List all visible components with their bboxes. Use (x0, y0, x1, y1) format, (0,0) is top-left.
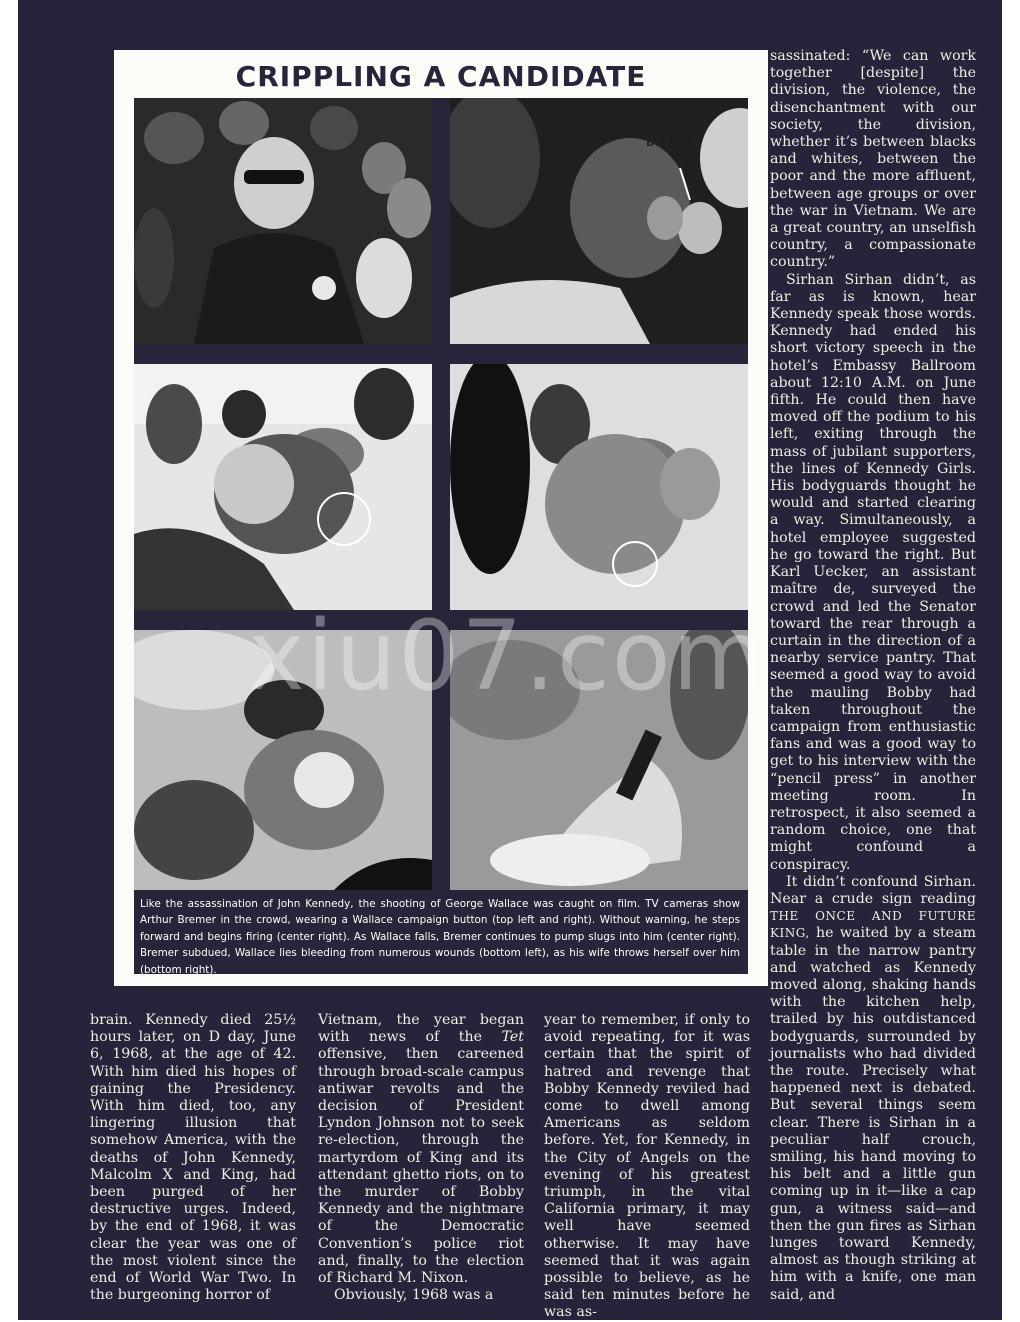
magazine-page (18, 0, 1002, 1320)
photo-shooting-right (450, 364, 748, 610)
photo-bremer-labeled (450, 98, 748, 344)
paragraph-3-lead: It didn’t confound Sirhan. Near a crude sign reading (770, 873, 976, 907)
watermark: xiu07.com (248, 600, 769, 712)
photo-bremer-in-crowd (134, 98, 432, 344)
photo-wallace-down (134, 630, 432, 890)
right-column-paragraph-2: Sirhan Sirhan didn’t, as far as is known, hear Kennedy speak those words. Kennedy had ended his short victory speech in the hotel’s Embassy Ballroom about 12:10 A.M. on June fifth. He could then have moved off the podium to his left, exiting through the mass of jubilant supporters, the lines of Kennedy Girls. His bodyguards thought he would and started clearing a way. Simultaneously, a hotel employee suggested he go toward the right. But Karl Uecker, an assistant maître de, surveyed the crowd and led the Senator toward the rear through a curtain in the direction of a nearby service pantry. That seemed a good way to avoid the mauling Bobby had taken throughout the campaign from enthusiastic fans and was a good way to get to his interview with the “pencil press” in another meeting room. In retrospect, it also seemed a random choice, one that might confound a conspiracy. (770, 271, 976, 873)
paragraph-3-rest: he waited by a steam table in the narrow pantry and watched as Kennedy moved along, shaking hands with the kitchen help, trailed by his outdistanced bodyguards, surrounded by journalists who had divided the route. Precisely what happened next is debated. But several things seem clear. There is Sirhan in a peculiar half crouch, smiling, his hand moving to his belt and a little gun coming up in it—like a cap gun, a witness said—and then the gun fires as Sirhan lunges toward Kennedy, almost as though striking at him with a knife, one man said, and (770, 925, 976, 1303)
tet-italic: Tet (501, 1029, 524, 1046)
photo-figure (114, 50, 768, 986)
figure-caption: Like the assassination of John Kennedy, the shooting of George Wallace was caught on film. TV cameras show Arthur Bremer in the crowd, wearing a Wallace campaign button (top left and right). Without warning, he steps forward and begins firing (center right). As Wallace falls, Bremer continues to pump slugs into him (center right). Bremer subdued, Wallace lies bleeding from numerous wounds (bottom left), as his wife throws herself over him (bottom right). (134, 890, 748, 974)
bottom-column-2 (318, 1012, 524, 1304)
bottom-column-3-text: year to remember, if only to avoid repeating, for it was certain that the spirit of hatred and revenge that Bobby Kennedy reviled had come to dwell among Americans as seldom before. Yet, for Kennedy, in the City of Angels on the evening of his greatest triumph, in the vital California primary, it may well have seemed otherwise. It may have seemed that it was again possible to believe, as he said ten minutes before he was as- (544, 1012, 750, 1321)
column-2-rest: offensive, then careened through broad-scale campus antiwar revolts and the decision of President Lyndon Johnson not to seek re-election, through the martyrdom of King and its attendant ghetto riots, on to the murder of Bobby Kennedy and the nightmare of the Democratic Convention’s police riot and, finally, to the election of Richard M. Nixon. (318, 1046, 524, 1287)
bottom-column-1-text: brain. Kennedy died 25½ hours later, on D day, June 6, 1968, at the age of 42. With him died his hopes of gaining the Presidency. With him died, too, any lingering illusion that somehow America, with the deaths of John Kennedy, Malcolm X and King, had been purged of her destructive urges. Indeed, by the end of 1968, it was clear the year was one of the most violent since the end of World War Two. In the burgeoning horror of (90, 1012, 296, 1304)
photo-grid (134, 98, 748, 890)
bottom-column-2-paragraph-2: Obviously, 1968 was a (334, 1287, 494, 1304)
bottom-column-1 (90, 1012, 296, 1304)
right-column-paragraph-1: sassinated: “We can work together [despite] the division, the violence, the disenchantment with our society, the division, whether it’s between blacks and whites, between the poor and the more affluent, between age groups or over the war in Vietnam. We are a great country, an unselfish country, a compassionate country.” (770, 48, 976, 271)
sign-text: THE ONCE AND FUTURE KING, (770, 909, 976, 941)
right-column-paragraph-3 (770, 874, 976, 1304)
right-column (770, 48, 976, 1304)
photo-wife-over-wallace (450, 630, 748, 890)
bremer-label: BREMER (646, 136, 701, 149)
column-2-lead: Vietnam, the year began with news of the (318, 1012, 524, 1046)
photo-shooting-left (134, 364, 432, 610)
bottom-column-3 (544, 1012, 750, 1322)
bottom-column-2-paragraph-1 (318, 1012, 524, 1287)
figure-title: CRIPPLING A CANDIDATE (235, 60, 647, 93)
